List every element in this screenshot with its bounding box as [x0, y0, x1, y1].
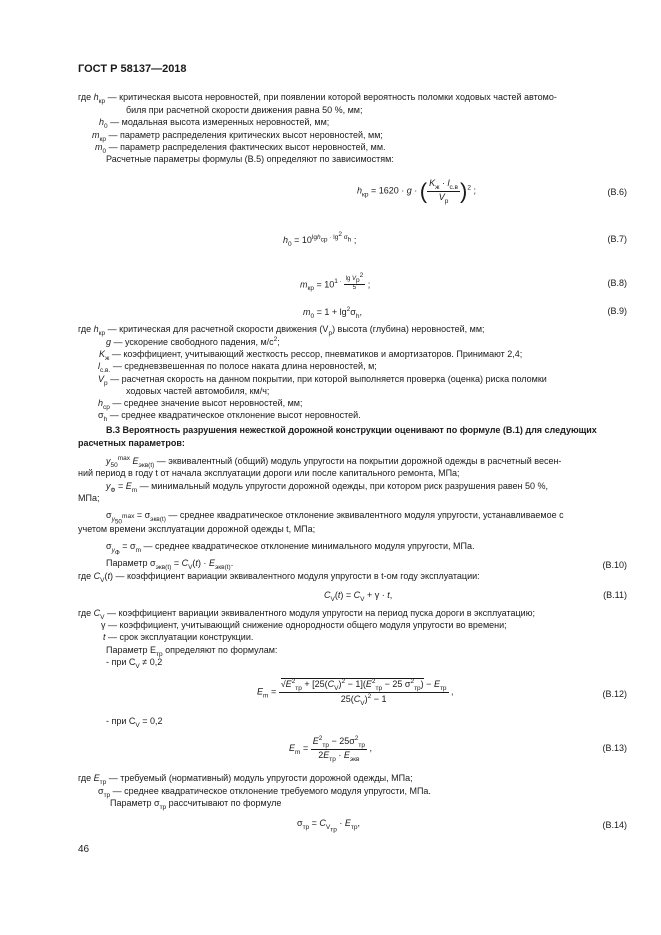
label-b7: (В.7) — [607, 234, 627, 244]
formula-b6: $h_{кр} = 1620 \cdot g$ · ( $\frac{K_ж \cdot l_{с.в}}{V_р}$ )$^2$ ; — [357, 178, 476, 205]
def-h0: — модальная высота измеренных неровностей, мм; — [107, 117, 330, 127]
formula-b14: $\sigma_{тр} = C_{V_{тр}} \cdot E_{тр}$, — [297, 818, 360, 834]
label-b8: (В.8) — [607, 278, 627, 288]
cv-def: где $C_V(t)$ — коэффициент вариации эквивалентного модуля упругости в t-ом году эксплуатации: — [78, 571, 480, 584]
label-b14: (В.14) — [602, 820, 627, 830]
label-b9: (В.9) — [607, 306, 627, 316]
section-b3: В.3 Вероятность разрушения нежесткой дорожной конструкции оценивают по формуле (В.1) для следующих расчетных параметров: — [78, 425, 597, 448]
where-label: где — [78, 92, 92, 102]
label-b12: (В.12) — [602, 689, 627, 699]
formula-b13: $E_m$ = $\frac{E^2_{тр} - 25\sigma^2_{тр}}{2E_{тр} \cdot E_{экв}}$ , — [289, 735, 372, 763]
page-header: ГОСТ Р 58137—2018 — [78, 63, 187, 75]
def-hkr-cont: биля при расчетной скорости движения равна 50 %, мм; — [126, 105, 363, 115]
label-b6: (В.6) — [607, 187, 627, 197]
label-b10: (В.10) — [602, 560, 627, 570]
case-2: - при $C_V = 0,2$ — [106, 716, 163, 729]
page-number: 46 — [78, 844, 90, 855]
def-mkr: — параметр распределения критических высот неровностей, мм; — [105, 130, 383, 140]
formula-b7: $h_0 = 10^{lgh_{ср} \cdot lg^2 \sigma_h}$ ; — [283, 231, 357, 248]
formula-b12: $E_m$ = $\frac{√E^2_{тр} + [25(C_V)^2 - 1](E^2_{тр} - 25 \sigma^2_{тр}) - E_{тр}}{25(C_V)^2 - 1}$ , — [257, 678, 454, 707]
formula-b11: $C_V(t) = C_V + \gamma \cdot t$, — [324, 590, 393, 603]
def-m0: — параметр распределения фактических высот неровностей, мм. — [106, 142, 386, 152]
formula-b9: $m_0 = 1 + \lg^2\sigma_h$, — [303, 306, 362, 320]
def-hkr: — критическая высота неровностей, при появлении которой вероятность поломки ходовых частей автомо- — [105, 92, 557, 102]
formula-b8: $m_{кр} = 10^{1 \cdot \frac{\lg V_р^2}{5}}$ ; — [300, 272, 371, 293]
label-b11: (В.11) — [603, 590, 627, 600]
intro-b5: Расчетные параметры формулы (В.5) определяют по зависимостям: — [106, 154, 394, 164]
label-b13: (В.13) — [602, 743, 627, 753]
formula-b10: Параметр $\sigma_{экв(t)} = C_V(t) \cdot E_{экв(t)}$. — [106, 558, 234, 571]
